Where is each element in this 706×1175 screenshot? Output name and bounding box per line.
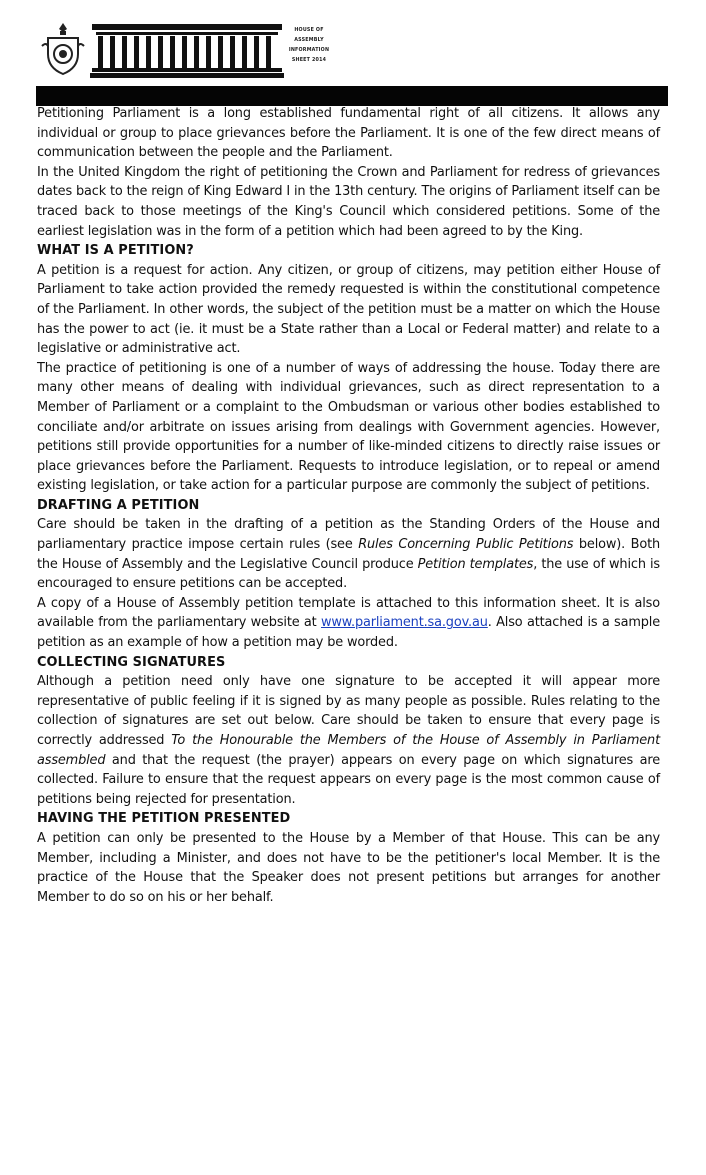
collecting-text: and that the request (the prayer) appears on every page on which signatures are collected. Failure to ensure that the request appears on every page is the most common cause of petitions being rejected for presentation. xyxy=(37,752,660,807)
what-is-heading: WHAT IS A PETITION? xyxy=(37,243,194,259)
address-form-text: To the Honourable the Members of the House of Assembly in Parliament assembled xyxy=(37,733,660,768)
intro-paragraph-2: In the United Kingdom the right of petitioning the Crown and Parliament for redress of grievances dates back to the reign of King Edward I in the 13th century. The origins of Parliament itself can be traced back to those meetings of the King's Council which considered petitions. Some of the earliest legislation was in the form of a petition which had been agreed to by the King. xyxy=(37,164,660,239)
what-is-paragraph-2: The practice of petitioning is one of a number of ways of addressing the house. Today there are many other means of dealing with individual grievances, such as direct representation to a Member of Parliament or a complaint to the Ombudsman or various other bodies established to conciliate and/or arbitrate on issues arising from dealings with Government agencies. However, petitions still provide opportunities for a number of like-minded citizens to directly raise issues or place grievances before the Parliament. Requests to introduce legislation, or to repeal or amend existing legislation, or take action for a particular purpose are commonly the subject of petitions. xyxy=(37,360,660,494)
presented-paragraph-1: A petition can only be presented to the House by a Member of that House. This can be any Member, including a Minister, and does not have to be the petitioner's local Member. It is the practice of the House that the Speaker does not present petitions but arranges for another Member to do so on his or her behalf. xyxy=(37,830,660,905)
drafting-paragraph-1 xyxy=(37,515,660,593)
parliament-crest-icon xyxy=(40,20,86,76)
drafting-text: A copy of a House of Assembly petition template is attached to this information sheet. It is also available from the parliamentary website at xyxy=(37,595,660,631)
collecting-heading: COLLECTING SIGNATURES xyxy=(37,654,226,670)
drafting-paragraph-2 xyxy=(37,594,660,653)
drafting-text: Care should be taken in the drafting of a petition as the Standing Orders of the House and parliamentary practice impose certain rules (see xyxy=(37,517,660,553)
rules-reference: Rules Concerning Public Petitions xyxy=(358,537,574,553)
parliament-house-building-icon xyxy=(90,20,284,80)
templates-reference: Petition templates xyxy=(417,556,534,572)
drafting-text: , the use of which is encouraged to ensure petitions can be accepted. xyxy=(37,556,660,592)
parliament-website-link[interactable]: www.parliament.sa.gov.au xyxy=(321,615,488,631)
collecting-paragraph-1 xyxy=(37,672,660,809)
document-body xyxy=(37,104,660,907)
drafting-heading: DRAFTING A PETITION xyxy=(37,497,200,513)
info-title-line: INFORMATION xyxy=(288,48,330,53)
header-divider-bar xyxy=(36,86,668,106)
presented-heading: HAVING THE PETITION PRESENTED xyxy=(37,811,291,827)
info-sheet-title xyxy=(269,26,349,66)
drafting-text: below). Both the House of Assembly and the Legislative Council produce xyxy=(37,537,660,572)
intro-paragraph-1: Petitioning Parliament is a long established fundamental right of all citizens. It allows any individual or group to place grievances before the Parliament. It is one of the few direct means of communication between the people and the Parliament. xyxy=(37,106,660,161)
info-title-line: ASSEMBLY xyxy=(294,38,324,43)
info-title-line: HOUSE OF xyxy=(294,28,324,33)
info-title-line: SHEET 2014 xyxy=(291,58,327,63)
collecting-text: Although a petition need only have one signature to be accepted it will appear more representative of public feeling if it is signed by as many people as possible. Rules relating to the collection of signatures are set out below. Care should be taken to ensure that every page is correctly addressed xyxy=(37,674,660,748)
what-is-paragraph-1: A petition is a request for action. Any citizen, or group of citizens, may petition either House of Parliament to take action provided the remedy requested is within the constitutional competence of the Parliament. In other words, the subject of the petition must be a matter on which the House has the power to act (ie. it must be a State rather than a Local or Federal matter) and relate to a legislative or administrative act. xyxy=(37,262,660,357)
document-header xyxy=(36,14,676,112)
drafting-text: . Also attached is a sample petition as an example of how a petition may be worded. xyxy=(37,615,660,651)
